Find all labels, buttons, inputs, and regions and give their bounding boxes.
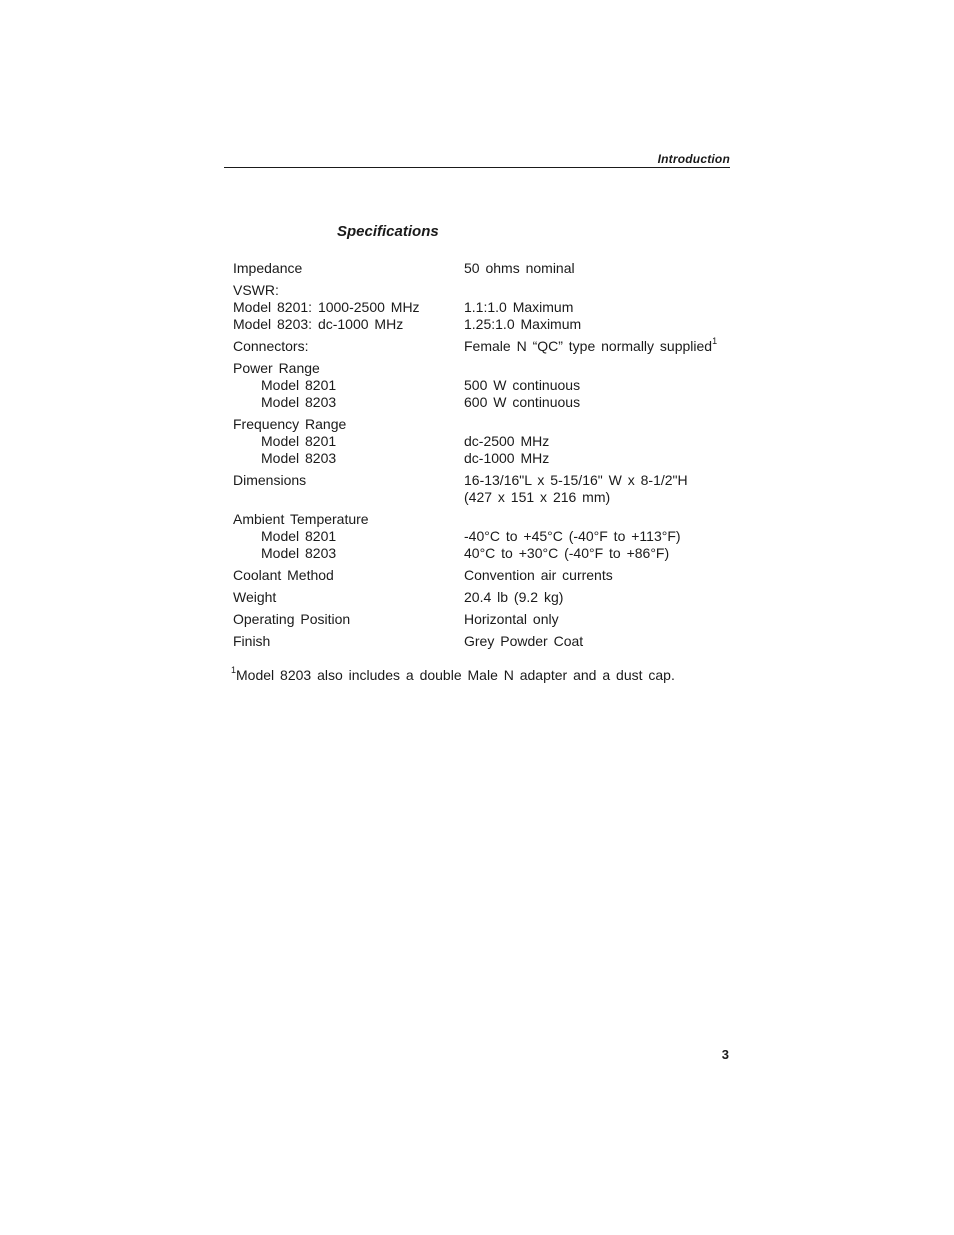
spec-label: Ambient Temperature Model 8201 Model 8203 (233, 511, 369, 561)
spec-row-vswr (233, 282, 733, 333)
spec-row-operating-position (233, 611, 733, 628)
spec-value: 1.1:1.0 Maximum 1.25:1.0 Maximum (464, 299, 582, 332)
spec-row-finish (233, 633, 733, 650)
section-title: Specifications (337, 223, 439, 240)
footnote (231, 665, 675, 685)
spec-label: Frequency Range Model 8201 Model 8203 (233, 416, 347, 466)
page-number: 3 (721, 1047, 729, 1062)
spec-value: Grey Powder Coat (464, 633, 584, 649)
spec-label: Dimensions (233, 472, 307, 488)
spec-row-connectors (233, 338, 733, 355)
spec-value: Horizontal only (464, 611, 559, 627)
spec-label: Finish (233, 633, 271, 649)
spec-label: Connectors: (233, 338, 309, 354)
spec-row-power-range (233, 360, 733, 411)
footnote-marker: 1 (712, 336, 718, 347)
spec-value (464, 338, 733, 355)
spec-label: Weight (233, 589, 277, 605)
spec-row-weight (233, 589, 733, 606)
spec-label: VSWR: Model 8201: 1000-2500 MHz Model 8203: dc-1000 MHz (233, 282, 420, 332)
spec-row-ambient-temperature (233, 511, 733, 562)
spec-label: Impedance (233, 260, 303, 276)
spec-value: 16-13/16"L x 5-15/16" W x 8-1/2"H (427 x 151 x 216 mm) (464, 472, 688, 505)
header-rule (224, 167, 730, 168)
spec-value: 50 ohms nominal (464, 260, 575, 276)
footnote-text: Model 8203 also includes a double Male N adapter and a dust cap. (236, 667, 675, 683)
spec-value: Convention air currents (464, 567, 613, 583)
spec-row-dimensions (233, 472, 733, 506)
spec-label: Power Range Model 8201 Model 8203 (233, 360, 337, 410)
spec-value: -40°C to +45°C (-40°F to +113°F) 40°C to +30°C (-40°F to +86°F) (464, 528, 681, 561)
spec-row-impedance (233, 260, 733, 277)
footnote-mark: 1 (231, 665, 237, 676)
connectors-value: Female N “QC” type normally supplied (464, 338, 713, 354)
running-header: Introduction (657, 152, 730, 166)
spec-row-frequency-range (233, 416, 733, 467)
spec-value: 20.4 lb (9.2 kg) (464, 589, 564, 605)
spec-value: dc-2500 MHz dc-1000 MHz (464, 433, 550, 466)
spec-table (233, 260, 733, 655)
spec-label: Coolant Method (233, 567, 334, 583)
spec-row-coolant-method (233, 567, 733, 584)
spec-value: 500 W continuous 600 W continuous (464, 377, 581, 410)
spec-label: Operating Position (233, 611, 351, 627)
